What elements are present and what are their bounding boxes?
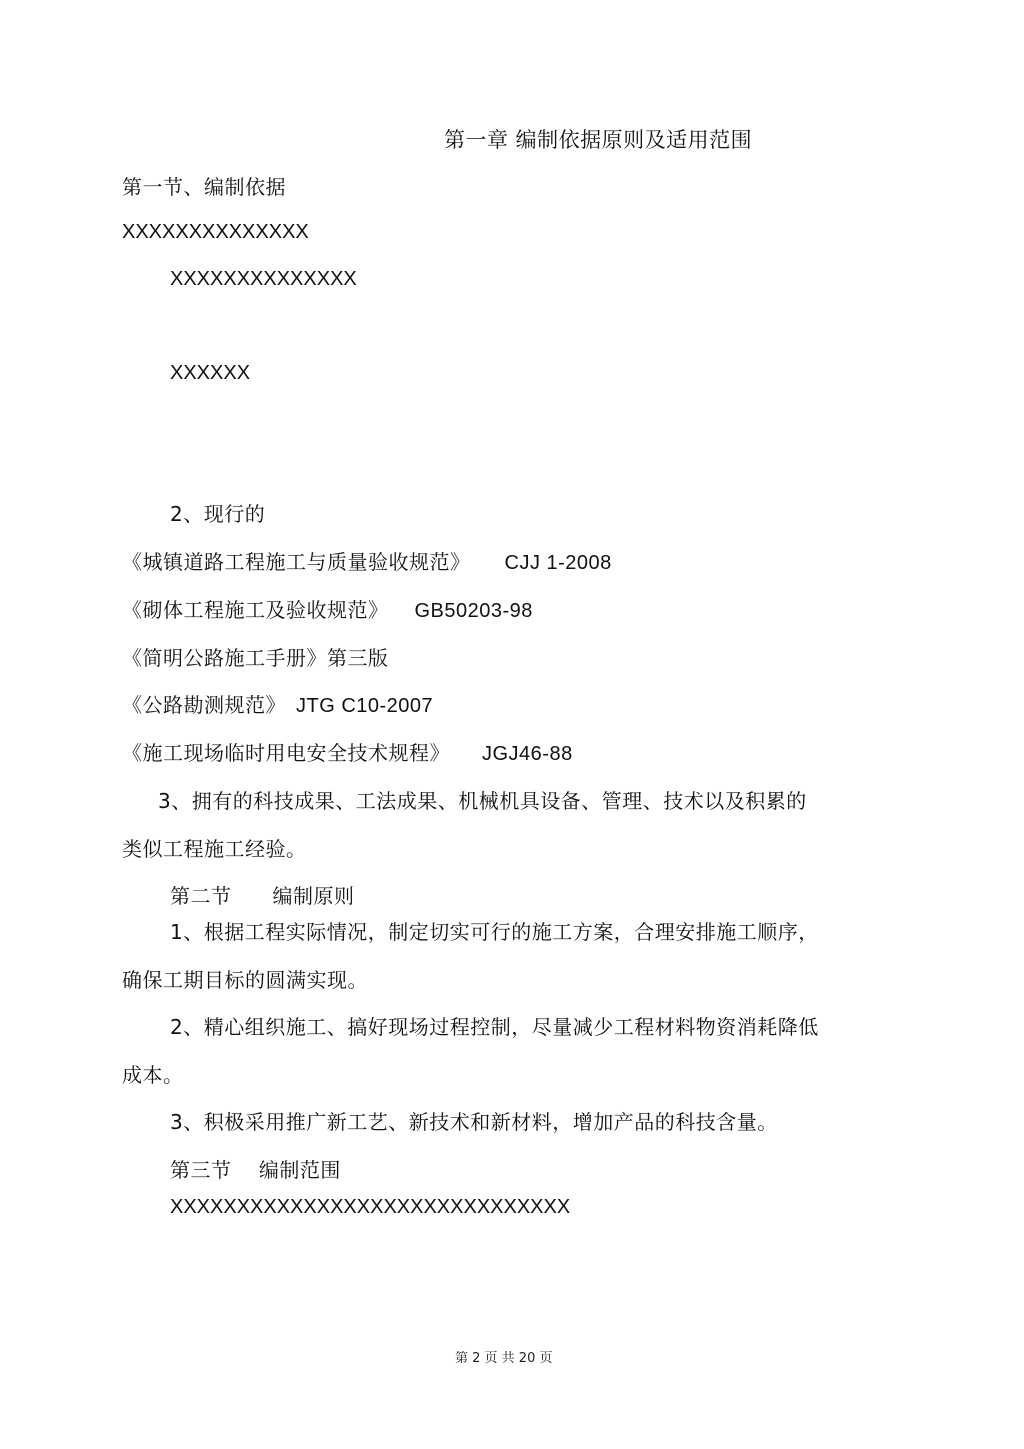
section3-heading: 第三节 编制范围 [170,1158,341,1182]
standard-item [122,693,433,718]
item2-label: 2、现行的 [170,502,266,526]
principle-2-line-1: 2、精心组织施工、搞好现场过程控制，尽量减少工程材料物资消耗降低 [170,1015,819,1039]
principle-1-line-1: 1、根据工程实际情况，制定切实可行的施工方案，合理安排施工顺序， [170,920,819,944]
page-footer: 第 2 页 共 20 页 [455,1351,553,1366]
section1-heading: 第一节、编制依据 [122,175,286,199]
item3-line-2: 类似工程施工经验。 [122,837,307,861]
section3-placeholder: XXXXXXXXXXXXXXXXXXXXXXXXXXXXXX [170,1196,571,1218]
standard-item [122,646,389,671]
standard-code: JGJ46-88 [482,743,573,765]
item3-line-1: 3、拥有的科技成果、工法成果、机械机具设备、管理、技术以及积累的 [158,789,807,813]
section2-heading: 第二节 编制原则 [170,884,355,908]
section1-placeholder-2: XXXXXXXXXXXXXX [170,268,357,290]
principle-3: 3、积极采用推广新工艺、新技术和新材料，增加产品的科技含量。 [170,1110,778,1134]
section1-placeholder-1: XXXXXXXXXXXXXX [122,221,309,243]
standard-name: 《施工现场临时用电安全技术规程》 [122,741,450,765]
standard-name: 《公路勘测规范》 [122,693,286,717]
standard-code: CJJ 1-2008 [504,552,612,574]
standard-item [122,741,573,766]
standard-name: 《城镇道路工程施工与质量验收规范》 [122,550,471,574]
standard-item [122,550,612,575]
principle-2-line-2: 成本。 [122,1063,184,1087]
principle-1-line-2: 确保工期目标的圆满实现。 [122,968,368,992]
standard-item [122,598,533,623]
standard-name: 《砌体工程施工及验收规范》 [122,598,389,622]
standard-name: 《简明公路施工手册》第三版 [122,646,389,670]
section1-placeholder-3: XXXXXX [170,362,251,384]
chapter-title: 第一章 编制依据原则及适用范围 [444,128,753,152]
standard-code: JTG C10-2007 [296,695,434,717]
standard-code: GB50203-98 [414,600,533,622]
